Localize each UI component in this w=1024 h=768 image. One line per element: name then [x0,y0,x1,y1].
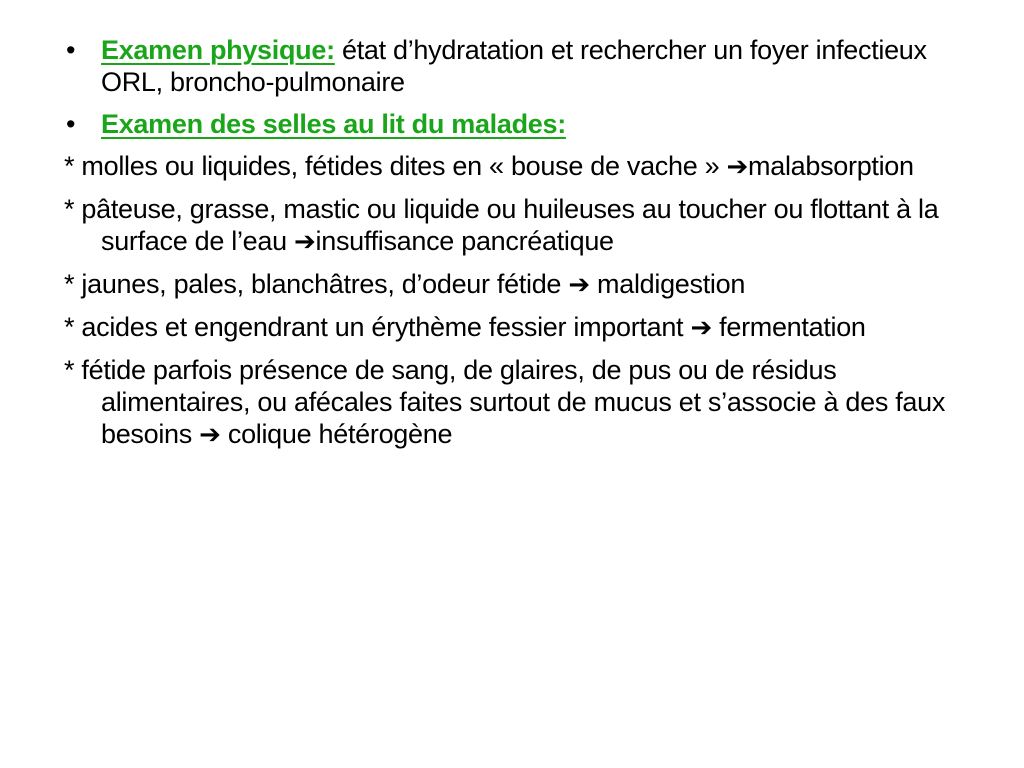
item-text: * jaunes, pales, blanchâtres, d’odeur fétide [64,269,569,299]
item-text: * molles ou liquides, fétides dites en « bouse de vache » [64,151,727,181]
item-conclusion: malabsorption [748,151,914,181]
right-arrow-icon: ➔ [726,152,749,182]
stool-item-insuffisance-pancreatique [64,193,964,258]
item-text: * pâteuse, grasse, mastic ou liquide ou huileuses au toucher ou flottant à la surface de l’eau [64,194,939,256]
exam-selles-heading: Examen des selles au lit du malades: [101,109,566,139]
slide-content [64,34,964,461]
exam-physique-bullet [64,34,964,98]
item-text: * acides et engendrant un érythème fessier important [64,312,691,342]
exam-selles-bullet [64,108,964,140]
item-conclusion: maldigestion [589,269,746,299]
right-arrow-icon: ➔ [199,420,221,450]
exam-physique-text: état d’hydratation et rechercher un foyer infectieux ORL, broncho-pulmonaire [101,35,927,97]
stool-item-malabsorption [64,150,964,183]
item-text: * fétide parfois présence de sang, de glaires, de pus ou de résidus alimentaires, ou afécales faites surtout de mucus et s’associe à des faux besoins [64,355,946,449]
right-arrow-icon: ➔ [294,227,316,257]
item-conclusion: colique hétérogène [220,419,453,449]
exam-physique-heading: Examen physique: [101,35,335,65]
bullet-icon: • [66,109,76,139]
stool-item-fermentation [64,311,964,344]
item-conclusion: fermentation [711,312,866,342]
bullet-icon: • [66,35,76,65]
item-conclusion: insuffisance pancréatique [315,226,614,256]
stool-item-maldigestion [64,268,964,301]
right-arrow-icon: ➔ [690,313,712,343]
stool-item-colique [64,354,964,451]
right-arrow-icon: ➔ [568,270,590,300]
